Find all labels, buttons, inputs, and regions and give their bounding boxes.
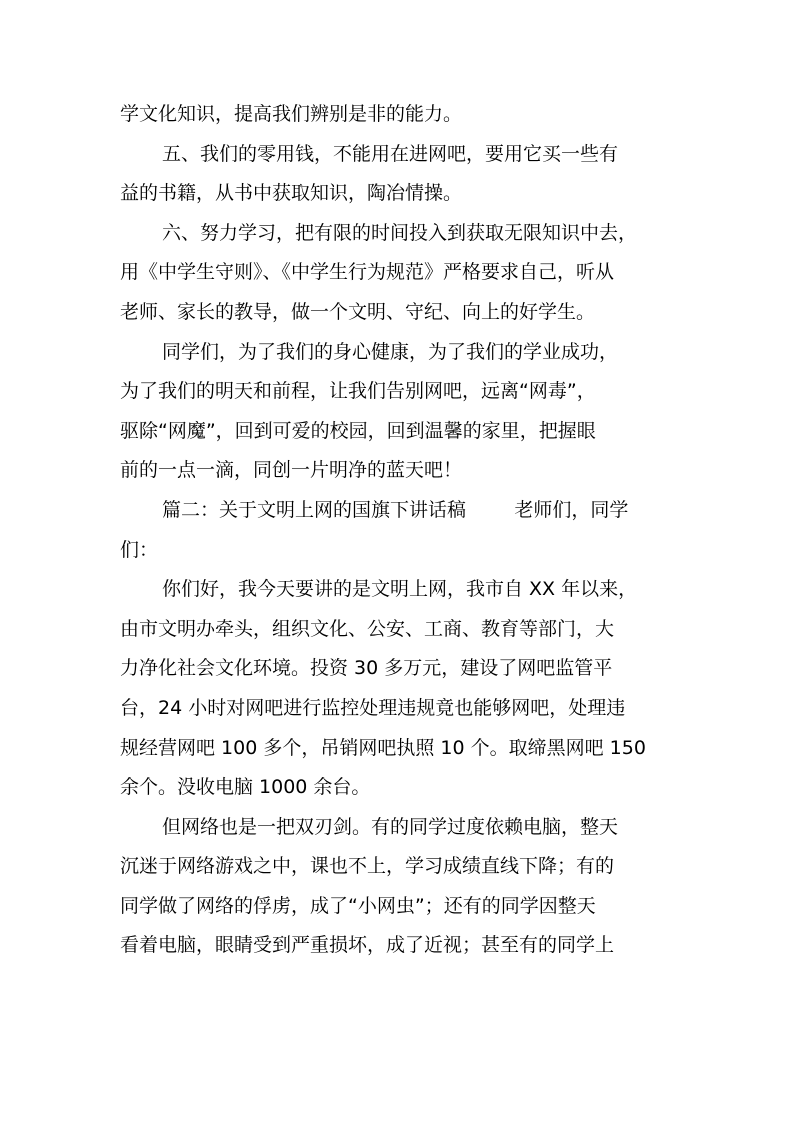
text-line: 学文化知识，提高我们辨别是非的能力。 <box>120 103 463 125</box>
paragraph-start-line: 同学们，为了我们的身心健康，为了我们的学业成功， <box>162 340 619 363</box>
text-line: 余个。没收电脑 1000 余台。 <box>120 776 371 799</box>
body-text <box>120 95 680 966</box>
section-heading-line: 篇二：关于文明上网的国旗下讲话稿 老师们，同学 <box>162 498 629 521</box>
paragraph-start-line: 但网络也是一把双刃剑。有的同学过度依赖电脑，整天 <box>162 815 619 838</box>
text-line: 用《中学生守则》、《中学生行为规范》严格要求自己，听从 <box>120 261 615 284</box>
text-line: 为了我们的明天和前程，让我们告别网吧，远离“网毒”， <box>120 380 596 403</box>
text-line: 力净化社会文化环境。投资 30 多万元，建设了网吧监管平 <box>120 657 613 680</box>
text-line: 沉迷于网络游戏之中，课也不上，学习成绩直线下降；有的 <box>120 855 615 878</box>
paragraph-start-line: 五、我们的零用钱，不能用在进网吧，要用它买一些有 <box>162 142 619 165</box>
text-line: 驱除“网魔”，回到可爱的校园，回到温馨的家里，把握眼 <box>120 419 596 442</box>
text-line: 们： <box>120 538 159 561</box>
text-line: 看着电脑，眼睛受到严重损坏，成了近视；甚至有的同学上 <box>120 934 615 957</box>
text-line: 规经营网吧 100 多个，吊销网吧执照 10 个。取缔黑网吧 150 <box>120 736 646 759</box>
paragraph-start-line: 你们好，我今天要讲的是文明上网，我市自 XX 年以来， <box>162 578 638 601</box>
text-line: 前的一点一滴，同创一片明净的蓝天吧！ <box>120 459 463 482</box>
paragraph-start-line: 六、努力学习，把有限的时间投入到获取无限知识中去， <box>162 221 638 244</box>
text-line: 由市文明办牵头，组织文化、公安、工商、教育等部门，大 <box>120 617 615 640</box>
text-line: 同学做了网络的俘虏，成了“小网虫”；还有的同学因整天 <box>120 894 596 917</box>
text-line: 益的书籍，从书中获取知识，陶冶情操。 <box>120 182 463 205</box>
text-line: 老师、家长的教导，做一个文明、守纪、向上的好学生。 <box>120 300 596 323</box>
text-line: 台，24 小时对网吧进行监控处理违规竟也能够网吧，处理违 <box>120 696 626 719</box>
